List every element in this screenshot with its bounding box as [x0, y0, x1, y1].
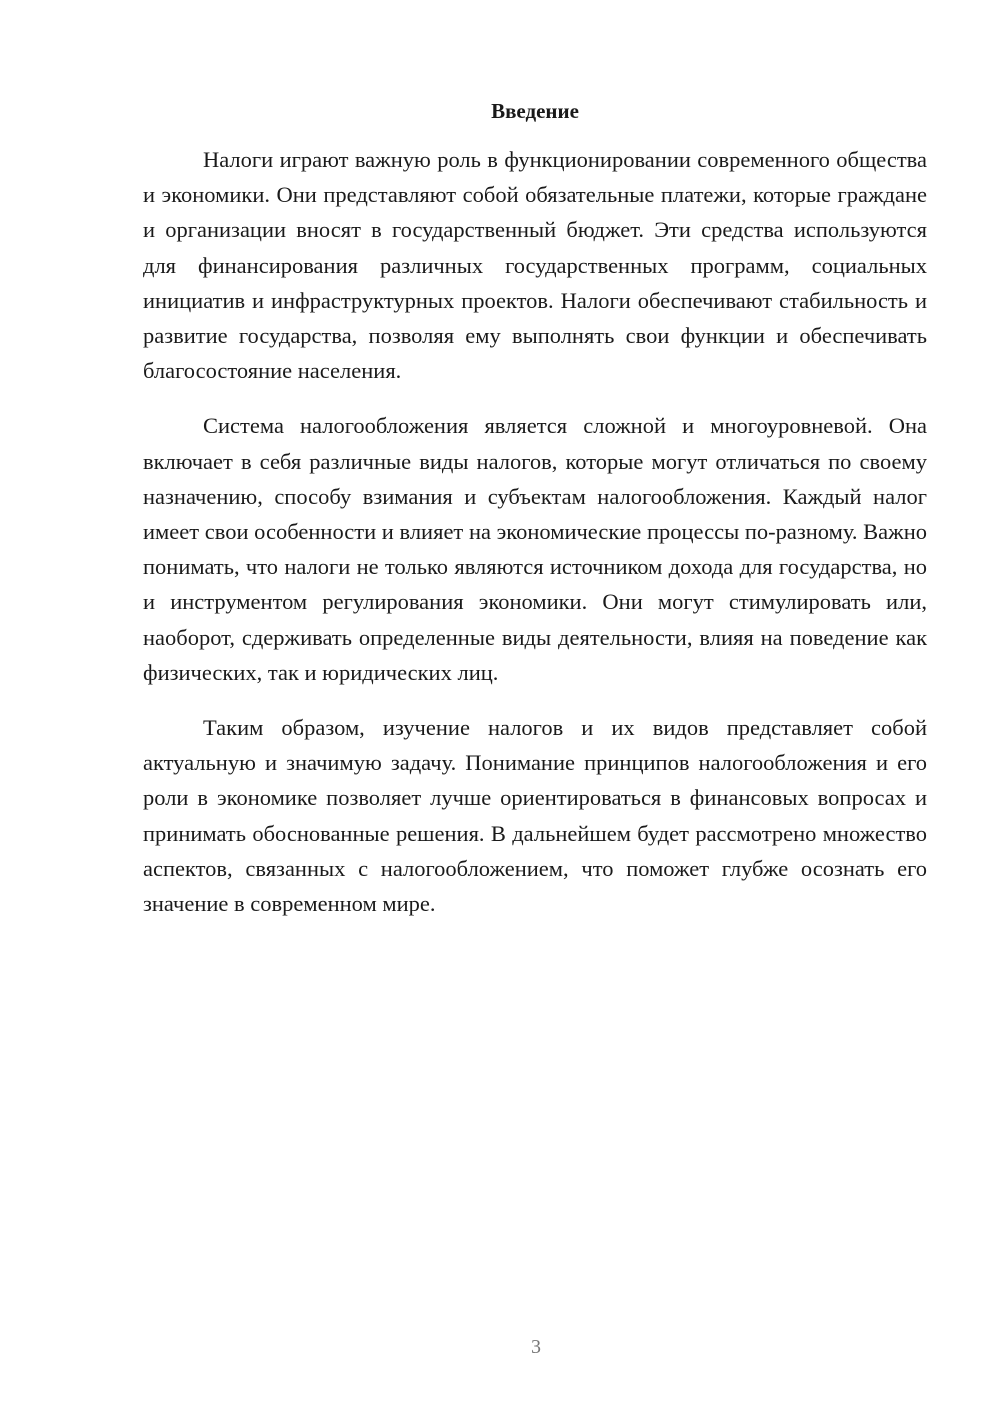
paragraph-1: Налоги играют важную роль в функционировании современного общества и экономики. Они представляют собой обязательные платежи, которые граждане и организации вносят в государственный бюджет. Эти средства используются для финансирования различных государственных программ, социальных инициатив и инфраструктурных проектов. Налоги обеспечивают стабильность и развитие государства, позволяя ему выполнять свои функции и обеспечивать благосостояние населения. [143, 147, 927, 384]
paragraph-3: Таким образом, изучение налогов и их видов представляет собой актуальную и значимую задачу. Понимание принципов налогообложения и его роли в экономике позволяет лучше ориентироваться в финансовых вопросах и принимать обоснованные решения. В дальнейшем будет рассмотрено множество аспектов, связанных с налогообложением, что поможет глубже осознать его значение в современном мире. [143, 715, 927, 917]
paragraph-2: Система налогообложения является сложной и многоуровневой. Она включает в себя различные виды налогов, которые могут отличаться по своему назначению, способу взимания и субъектам налогообложения. Каждый налог имеет свои особенности и влияет на экономические процессы по-разному. Важно понимать, что налоги не только являются источником дохода для государства, но и инструментом регулирования экономики. Они могут стимулировать или, наоборот, сдерживать определенные виды деятельности, влияя на поведение как физических, так и юридических лиц. [143, 413, 927, 685]
page-title: Введение [491, 99, 579, 123]
page-number: 3 [531, 1336, 541, 1358]
document-body [143, 142, 927, 941]
